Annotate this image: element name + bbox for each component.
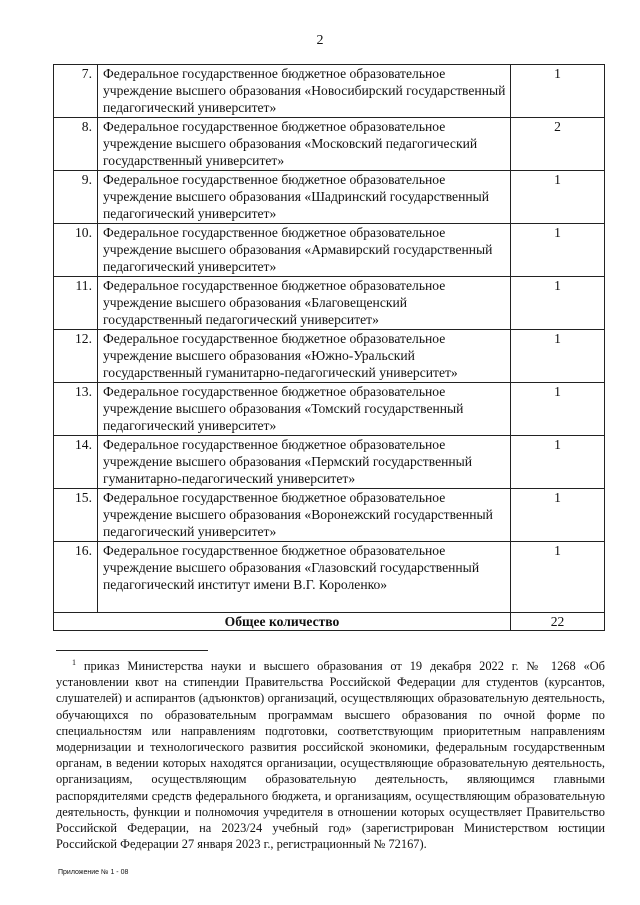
quota-count: 1 [511,542,605,613]
row-number: 9. [54,171,98,224]
footnote [56,658,605,852]
total-value: 22 [511,613,605,631]
table-row [54,542,605,613]
organization-name: Федеральное государственное бюджетное образовательное учреждение высшего образования «Шадринский государственный педагогический университет» [98,171,511,224]
row-number: 16. [54,542,98,613]
page-number: 2 [316,33,324,48]
footnote-marker: 1 [72,657,76,667]
table-row [54,489,605,542]
footnote-text: приказ Министерства науки и высшего образования от 19 декабря 2022 г. № 1268 «Об установлении квот на стипендии Правительства Российской Федерации для студентов (курсантов, слушателей) и аспирантов (адъюнктов) организаций, осуществляющих образовательную деятельность, обучающихся по образовательным программам высшего образования по очной форме по специальностям или направлениям подготовки, соответствующим приоритетным направлениям модернизации и технологического развития российской экономики, федеральным государственным органам, в ведении которых находятся организации, осуществляющие образовательную деятельность, организациям, осуществляющим образовательную деятельность, являющимся главными распорядителями средств федерального бюджета, и организациям, осуществляющим образовательную деятельность, функции и полномочия учредителя в отношении которых осуществляет Правительство Российской Федерации, на 2023/24 учебный год» (зарегистрирован Министерством юстиции Российской Федерации 27 января 2023 г., регистрационный № 72167). [56,659,605,852]
table-row [54,118,605,171]
total-row [54,613,605,631]
quota-count: 2 [511,118,605,171]
organization-name: Федеральное государственное бюджетное образовательное учреждение высшего образования «Новосибирский государственный педагогический университет» [98,65,511,118]
row-number: 11. [54,277,98,330]
organization-name: Федеральное государственное бюджетное образовательное учреждение высшего образования «Благовещенский государственный педагогический университет» [98,277,511,330]
row-number: 7. [54,65,98,118]
page-footer: Приложение № 1 - 08 [58,869,129,876]
organization-name: Федеральное государственное бюджетное образовательное учреждение высшего образования «Томский государственный педагогический университет» [98,383,511,436]
quota-table [53,64,605,631]
row-number: 10. [54,224,98,277]
quota-count: 1 [511,224,605,277]
quota-count: 1 [511,277,605,330]
table-row [54,65,605,118]
row-number: 8. [54,118,98,171]
table-row [54,383,605,436]
table-row [54,277,605,330]
quota-count: 1 [511,330,605,383]
total-label: Общее количество [54,613,511,631]
row-number: 14. [54,436,98,489]
quota-count: 1 [511,383,605,436]
organization-name: Федеральное государственное бюджетное образовательное учреждение высшего образования «Глазовский государственный педагогический институт имени В.Г. Короленко» [98,542,511,613]
quota-count: 1 [511,171,605,224]
table-row [54,224,605,277]
organization-name: Федеральное государственное бюджетное образовательное учреждение высшего образования «Армавирский государственный педагогический университет» [98,224,511,277]
table-row [54,171,605,224]
organization-name: Федеральное государственное бюджетное образовательное учреждение высшего образования «Московский педагогический государственный университет» [98,118,511,171]
organization-name: Федеральное государственное бюджетное образовательное учреждение высшего образования «Пермский государственный гуманитарно-педагогический университет» [98,436,511,489]
row-number: 13. [54,383,98,436]
organization-name: Федеральное государственное бюджетное образовательное учреждение высшего образования «Воронежский государственный педагогический университет» [98,489,511,542]
footnote-divider [56,650,208,651]
table-row [54,330,605,383]
quota-count: 1 [511,436,605,489]
quota-count: 1 [511,489,605,542]
row-number: 12. [54,330,98,383]
row-number: 15. [54,489,98,542]
organization-name: Федеральное государственное бюджетное образовательное учреждение высшего образования «Южно-Уральский государственный гуманитарно-педагогический университет» [98,330,511,383]
quota-count: 1 [511,65,605,118]
table-row [54,436,605,489]
